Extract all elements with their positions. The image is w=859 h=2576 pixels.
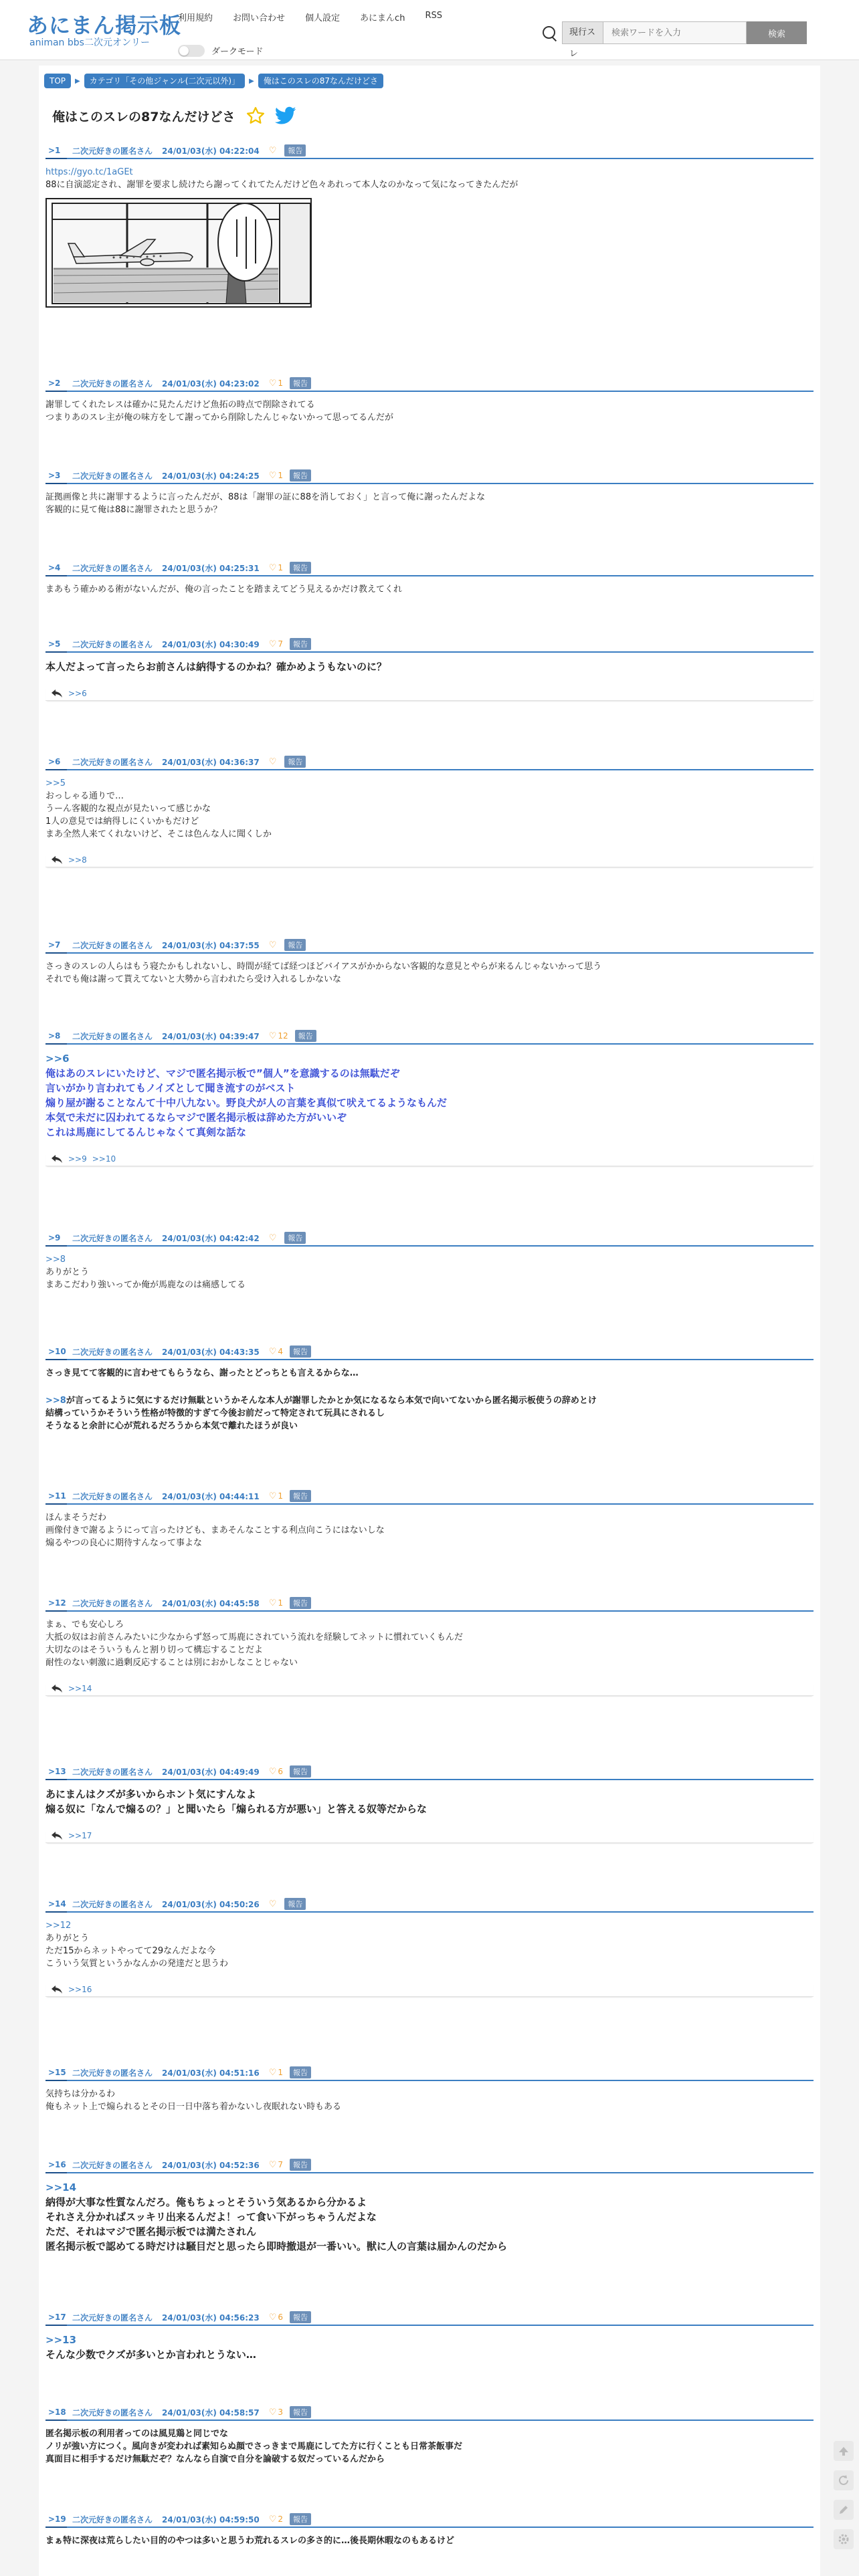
post-header (45, 2311, 814, 2326)
post-date: 24/01/03(水) 04:23:02 (162, 379, 260, 389)
report-button[interactable]: 報告 (284, 756, 306, 768)
report-button[interactable]: 報告 (290, 638, 311, 650)
post-line: 大抵の奴はお前さんみたいに少なからず怒って馬鹿にされていう流れを経験してネットに慣れていくもんだ (45, 1632, 464, 1642)
post-date: 24/01/03(水) 04:50:26 (162, 1899, 260, 1909)
poster-name: 二次元好きの匿名さん (72, 1598, 153, 1608)
like-button[interactable] (269, 1899, 278, 1909)
post-number[interactable]: >11 (48, 1491, 66, 1501)
post (45, 1346, 814, 1432)
heart-icon: ♡ (268, 2159, 277, 2170)
poster-name: 二次元好きの匿名さん (72, 639, 153, 649)
like-count: 1 (278, 471, 284, 480)
post (45, 1030, 814, 1166)
post-number[interactable]: >3 (48, 471, 61, 480)
post-body (45, 777, 814, 841)
post-line: 煽るやつの良心に期待すんなって事よな (45, 1538, 203, 1548)
quote-anchor[interactable]: >>8 (45, 1396, 66, 1406)
heart-icon: ♡ (268, 1766, 277, 1777)
post-line: ありがとう (45, 1267, 90, 1277)
search-scope-select[interactable]: 現行スレ (562, 21, 603, 44)
search-bar (539, 21, 807, 59)
post-line: まぁ、でも安心しろ (45, 1620, 124, 1630)
site-logo-title: あにまん掲示板 (27, 13, 182, 38)
quote-anchor[interactable]: >>8 (45, 1255, 66, 1265)
poster-name: 二次元好きの匿名さん (72, 2313, 153, 2323)
heart-icon: ♡ (268, 562, 277, 573)
page-title: 俺はこのスレの87なんだけどさ (52, 109, 235, 124)
post-body (45, 166, 814, 191)
heart-icon: ♡ (268, 2067, 277, 2078)
post-line: 88に自演認定され、謝罪を要求し続けたら謝ってくれてたんだけど色々あれって本人なのかなって気になってきたんだが (45, 180, 518, 190)
breadcrumb-separator-icon: ▶ (249, 77, 254, 85)
post-date: 24/01/03(水) 04:39:47 (162, 1031, 260, 1041)
post-body (45, 1618, 814, 1669)
post-number[interactable]: >4 (48, 563, 61, 572)
post-header (45, 2066, 814, 2081)
post-number[interactable]: >7 (48, 940, 61, 950)
post-line: さっき見てて客観的に言わせてもらうなら、謝ったとどっちとも言えるからな… (45, 1368, 359, 1378)
post (45, 939, 814, 986)
post-line: おっしゃる通りで… (45, 791, 124, 801)
poster-name: 二次元好きの匿名さん (72, 2068, 153, 2078)
post-header (45, 1765, 814, 1780)
heart-icon: ♡ (268, 1031, 277, 1041)
post-header (45, 469, 814, 484)
post-number[interactable]: >8 (48, 1031, 61, 1041)
breadcrumb-category[interactable]: カテゴリ「その他ジャンル(二次元以外)」 (84, 74, 245, 88)
heart-icon: ♡ (268, 1899, 277, 1909)
breadcrumb-thread[interactable]: 俺はこのスレの87なんだけどさ (258, 74, 383, 88)
write-button[interactable] (834, 2500, 854, 2520)
report-button[interactable]: 報告 (284, 939, 306, 951)
quote-anchor[interactable]: >>14 (45, 2181, 77, 2193)
dark-mode-label: ダークモード (211, 47, 264, 57)
post-line: 煽る奴に「なんで煽るの？」と聞いたら「煽られる方が悪い」と答える奴等だからな (45, 1803, 427, 1815)
like-count: 3 (278, 2407, 284, 2417)
scroll-top-button[interactable] (834, 2441, 854, 2461)
reply-anchor[interactable]: >>6 (68, 688, 87, 698)
post-line: まあもう確かめる術がないんだが、俺の言ったことを踏まえてどう見えるかだけ教えてくれ (45, 584, 403, 595)
floating-actions (834, 2441, 854, 2549)
post (45, 2159, 814, 2254)
post-line: まぁ特に深夜は荒らしたい目的のやつは多いと思うわ荒れるスレの多さ的に…後長期休暇なのもあるけど (45, 2536, 455, 2546)
post-line: 謝罪してくれたレスは確かに見たんだけど魚拓の時点で削除されてる (45, 400, 315, 410)
reply-list (45, 1982, 814, 1997)
poster-name: 二次元好きの匿名さん (72, 379, 153, 389)
post-body (45, 2535, 814, 2547)
post-body (45, 1787, 814, 1816)
post-line: 本人だよって言ったらお前さんは納得するのかね？確かめようもないのに？ (45, 661, 387, 673)
like-button[interactable] (269, 1767, 283, 1777)
post-number[interactable]: >14 (48, 1899, 66, 1909)
reload-button[interactable] (834, 2470, 854, 2490)
poster-name: 二次元好きの匿名さん (72, 1347, 153, 1357)
like-button[interactable] (269, 757, 278, 767)
report-button[interactable]: 報告 (290, 2513, 311, 2525)
like-button[interactable] (269, 1031, 288, 1041)
pencil-icon (838, 2504, 850, 2516)
post-header (45, 1232, 814, 1247)
heart-icon: ♡ (268, 639, 277, 649)
report-button[interactable]: 報告 (290, 1346, 311, 1358)
like-button[interactable] (269, 563, 283, 573)
post-line: ありがとう (45, 1933, 90, 1943)
reply-list (45, 853, 814, 867)
post-line: それさえ分かればスッキリ出来るんだよ！って食い下がっちゃうんだよな (45, 2211, 377, 2223)
post (45, 2311, 814, 2362)
post-body (45, 1051, 814, 1140)
post-line: ほんまそうだわ (45, 1513, 107, 1523)
poster-name: 二次元好きの匿名さん (72, 1031, 153, 1041)
post-header (45, 1030, 814, 1045)
post-number[interactable]: >1 (48, 146, 61, 155)
post-line: 真面目に相手するだけ無駄だぞ？なんなら自演で自分を論破する奴だっているんだから (45, 2454, 385, 2464)
quote-anchor[interactable]: >>13 (45, 2334, 77, 2346)
post-date: 24/01/03(水) 04:56:23 (162, 2313, 260, 2323)
post (45, 1232, 814, 1291)
heart-icon: ♡ (268, 378, 277, 389)
post-header (45, 1898, 814, 1913)
like-button[interactable] (269, 1598, 283, 1608)
post-date: 24/01/03(水) 04:59:50 (162, 2514, 260, 2525)
post-header (45, 2406, 814, 2421)
post-number[interactable]: >5 (48, 639, 61, 649)
heart-icon: ♡ (268, 1346, 277, 1357)
reply-arrow-icon (51, 1154, 63, 1164)
post-line: さっきのスレの人らはもう寝たかもしれないし、時間が経てば経つほどバイアスがかからない客観的な意見とやらが来るんじゃないかって思う (45, 962, 602, 972)
post-header (45, 144, 814, 159)
post-line: こういう気質というかなんかの発達だと思うわ (45, 1959, 229, 1969)
nav-rss[interactable]: RSS (425, 11, 442, 21)
settings-button[interactable] (834, 2529, 854, 2549)
post-header (45, 2159, 814, 2173)
manga-panel-image[interactable] (45, 198, 312, 308)
heart-icon: ♡ (268, 470, 277, 481)
post (45, 562, 814, 596)
post-line: ノリが強い方につく。風向きが変われば素知らぬ顔でさっきまで馬鹿にしてた方に行くことも日常茶飯事だ (45, 2442, 462, 2452)
reply-list (45, 1681, 814, 1696)
report-button[interactable]: 報告 (284, 144, 306, 156)
heart-icon: ♡ (268, 2312, 277, 2323)
post-body (45, 1919, 814, 1970)
like-count: 1 (278, 1491, 284, 1501)
like-button[interactable] (269, 940, 278, 950)
post-line: 証拠画像と共に謝罪するように言ったんだが、88は「謝罪の証に88を消しておく」と言って俺に謝ったんだよな (45, 492, 486, 502)
post-body (45, 960, 814, 986)
post (45, 638, 814, 701)
post-date: 24/01/03(水) 04:30:49 (162, 639, 260, 649)
like-count: 1 (278, 379, 284, 388)
like-button[interactable] (269, 1347, 283, 1357)
reply-anchor[interactable]: >>9 (68, 1154, 87, 1164)
post (45, 377, 814, 424)
poster-name: 二次元好きの匿名さん (72, 1491, 153, 1501)
report-button[interactable]: 報告 (290, 1765, 311, 1778)
like-count: 12 (278, 1031, 288, 1041)
post (45, 469, 814, 516)
like-count: 6 (278, 1767, 284, 1776)
post-date: 24/01/03(水) 04:49:49 (162, 1767, 260, 1777)
like-count: 1 (278, 1598, 284, 1608)
post-line: 匿名掲示板で認めてる時だけは騒目だと思ったら即時撤退が一番いい。獣に人の言葉は届かんのだから (45, 2240, 508, 2252)
heart-icon: ♡ (268, 756, 277, 767)
like-button[interactable] (269, 2160, 283, 2170)
post (45, 1898, 814, 1997)
post-body (45, 1367, 814, 1432)
post (45, 144, 814, 308)
like-button[interactable] (269, 379, 283, 389)
twitter-share-icon[interactable] (275, 106, 296, 125)
post (45, 1597, 814, 1696)
post-body (45, 491, 814, 516)
post-header (45, 2513, 814, 2528)
search-icon (539, 23, 559, 43)
post-line: 俺もネット上で煽られるとその日一日中落ち着かないし夜眠れない時もある (45, 2102, 342, 2112)
post-line: そうなると余計に心が荒れるだろうから本気で離れたほうが良い (45, 1421, 298, 1431)
header-nav (178, 11, 442, 23)
post-header (45, 756, 814, 770)
post-number[interactable]: >12 (48, 1598, 66, 1608)
post-line: 納得が大事な性質なんだろ。俺もちょっとそういう気あるから分かるよ (45, 2196, 367, 2208)
report-button[interactable]: 報告 (290, 1490, 311, 1502)
archive-link[interactable]: https://gyo.tc/1aGEt (45, 167, 133, 177)
post-line: 匿名掲示板の利用者ってのは風見鶏と同じでな (45, 2429, 229, 2439)
reply-anchor[interactable]: >>16 (68, 1984, 92, 1994)
nav-animanch[interactable]: あにまんch (360, 13, 405, 23)
like-button[interactable] (269, 1491, 283, 1501)
report-button[interactable]: 報告 (290, 469, 311, 481)
poster-name: 二次元好きの匿名さん (72, 563, 153, 573)
search-input[interactable] (603, 21, 747, 44)
poster-name: 二次元好きの匿名さん (72, 146, 153, 156)
nav-contact[interactable]: お問い合わせ (233, 13, 286, 23)
like-button[interactable] (269, 2313, 283, 2323)
reply-arrow-icon (51, 1684, 63, 1693)
post-date: 24/01/03(水) 04:25:31 (162, 563, 260, 573)
post-date: 24/01/03(水) 04:22:04 (162, 146, 260, 156)
post-number[interactable]: >13 (48, 1767, 66, 1776)
report-button[interactable]: 報告 (290, 562, 311, 574)
post-line: 言いがかり言われてもノイズとして聞き流すのがベスト (45, 1082, 296, 1094)
poster-name: 二次元好きの匿名さん (72, 1899, 153, 1909)
reload-icon (838, 2474, 850, 2486)
report-button[interactable]: 報告 (295, 1030, 316, 1042)
quote-anchor[interactable]: >>5 (45, 778, 66, 788)
nav-settings[interactable]: 個人設定 (305, 13, 341, 23)
post-date: 24/01/03(水) 04:44:11 (162, 1491, 260, 1501)
post-body (45, 583, 814, 596)
post-date: 24/01/03(水) 04:43:35 (162, 1347, 260, 1357)
heart-icon: ♡ (268, 940, 277, 950)
post-line: それでも俺は謝って貰えてないと大勢から言われたら受け入れるしかないな (45, 974, 342, 984)
post-line: 気持ちは分かるわ (45, 2089, 116, 2099)
post-date: 24/01/03(水) 04:52:36 (162, 2160, 260, 2170)
reply-list (45, 686, 814, 701)
like-button[interactable] (269, 639, 283, 649)
post (45, 1490, 814, 1549)
heart-icon: ♡ (268, 2514, 277, 2525)
post-number[interactable]: >16 (48, 2160, 66, 2169)
post-date: 24/01/03(水) 04:42:42 (162, 1233, 260, 1243)
report-button[interactable]: 報告 (290, 1597, 311, 1609)
report-button[interactable]: 報告 (290, 2159, 311, 2171)
reply-anchor[interactable]: >>10 (92, 1154, 116, 1164)
reply-anchor[interactable]: >>8 (68, 855, 87, 865)
reply-arrow-icon (51, 1985, 63, 1994)
post-line: が言ってるように気にするだけ無駄というかそんな本人が謝罪したかとか気になるなら本気で向いてないから匿名掲示板使うの辞めとけ (66, 1396, 597, 1406)
post-line: ただ15からネットやってて29なんだよな今 (45, 1946, 216, 1956)
post-number[interactable]: >18 (48, 2407, 66, 2417)
post-number[interactable]: >19 (48, 2514, 66, 2524)
heart-icon: ♡ (268, 1232, 277, 1243)
like-count: 7 (278, 639, 284, 649)
arrow-up-icon (838, 2445, 850, 2457)
reply-list (45, 1828, 814, 1843)
poster-name: 二次元好きの匿名さん (72, 2160, 153, 2170)
post-date: 24/01/03(水) 04:36:37 (162, 757, 260, 767)
post-body (45, 2333, 814, 2362)
post-header (45, 1490, 814, 1505)
post-date: 24/01/03(水) 04:58:57 (162, 2407, 260, 2418)
poster-name: 二次元好きの匿名さん (72, 940, 153, 950)
poster-name: 二次元好きの匿名さん (72, 757, 153, 767)
like-count: 1 (278, 2068, 284, 2077)
post-header (45, 638, 814, 653)
post-line: まあ全然人来てくれないけど、そこは色んな人に聞くしか (45, 829, 272, 839)
reply-arrow-icon (51, 1831, 63, 1840)
post-header (45, 1346, 814, 1360)
gear-icon (837, 2533, 850, 2546)
poster-name: 二次元好きの匿名さん (72, 2407, 153, 2418)
site-logo-subtitle: animan bbs二次元オンリー (29, 37, 150, 48)
post (45, 2513, 814, 2547)
post-line: 大切なのはそういうもんと割り切って構忘することだよ (45, 1645, 264, 1655)
report-button[interactable]: 報告 (290, 2406, 311, 2418)
poster-name: 二次元好きの匿名さん (72, 471, 153, 481)
post-line: 1人の意見では納得しにくいかもだけど (45, 817, 199, 827)
poster-name: 二次元好きの匿名さん (72, 2514, 153, 2525)
reply-arrow-icon (51, 689, 63, 698)
quote-anchor[interactable]: >>12 (45, 1921, 72, 1931)
report-button[interactable]: 報告 (284, 1898, 306, 1910)
post-date: 24/01/03(水) 04:37:55 (162, 940, 260, 950)
reply-list (45, 1152, 814, 1166)
post-body (45, 1511, 814, 1549)
breadcrumb-separator-icon: ▶ (75, 77, 80, 85)
reply-anchor[interactable]: >>14 (68, 1683, 92, 1693)
post-header (45, 1597, 814, 1612)
post-line: まあこだわり強いってか俺が馬鹿なのは痛感してる (45, 1280, 246, 1290)
post-line: 結構っていうかそういう性格が特徴的すぎて今後お前だって特定されて玩具にされるし (45, 1408, 385, 1418)
post-header (45, 939, 814, 954)
poster-name: 二次元好きの匿名さん (72, 1233, 153, 1243)
like-count: 1 (278, 563, 284, 572)
post-line: 煽り屋が謝ることなんて十中八九ない。野良犬が人の言葉を真似て吠えてるようなもんだ (45, 1097, 448, 1109)
post-line: 本気で未だに囚われてるならマジで匿名掲示板は辞めた方がいいぞ (45, 1111, 347, 1123)
post-line: ただ、それはマジで匿名掲示板では満たされん (45, 2226, 257, 2238)
post-line: 客観的に見て俺は88に謝罪されたと思うか？ (45, 505, 222, 515)
nav-terms[interactable]: 利用規約 (178, 13, 213, 23)
post (45, 1765, 814, 1843)
breadcrumb-top[interactable]: TOP (44, 74, 71, 88)
like-count: 7 (278, 2160, 284, 2169)
post-body (45, 2088, 814, 2113)
thread-title-row (52, 106, 296, 126)
like-count: 4 (278, 1347, 284, 1356)
like-button[interactable] (269, 471, 283, 481)
like-button[interactable] (269, 2407, 283, 2418)
report-button[interactable]: 報告 (290, 2066, 311, 2078)
post-number[interactable]: >10 (48, 1347, 66, 1356)
like-button[interactable] (269, 2068, 283, 2078)
post-header (45, 562, 814, 576)
site-header (0, 0, 859, 60)
like-button[interactable] (269, 146, 278, 156)
poster-name: 二次元好きの匿名さん (72, 1767, 153, 1777)
post-line: うーん客観的な視点が見たいって感じかな (45, 804, 211, 814)
report-button[interactable]: 報告 (284, 1232, 306, 1244)
post-number[interactable]: >17 (48, 2313, 66, 2322)
reply-anchor[interactable]: >>17 (68, 1830, 92, 1840)
like-count: 6 (278, 2313, 284, 2322)
heart-icon: ♡ (268, 1598, 277, 1608)
site-logo[interactable] (27, 13, 181, 48)
report-button[interactable]: 報告 (290, 2311, 311, 2323)
post-body (45, 399, 814, 424)
heart-icon: ♡ (268, 2407, 277, 2418)
post-number[interactable]: >15 (48, 2068, 66, 2077)
post-line: 耐性のない刺激に過剰反応することは別におかしなことじゃない (45, 1658, 298, 1668)
breadcrumb (44, 74, 383, 88)
post-body (45, 659, 814, 674)
search-button[interactable]: 検索 (747, 21, 807, 44)
post-body (45, 2180, 814, 2254)
post-number[interactable]: >9 (48, 1233, 61, 1243)
post-line: つまりあのスレ主が俺の味方をして謝ってから削除したんじゃないかって思ってるんだが (45, 413, 394, 423)
post (45, 2066, 814, 2113)
favorite-star-icon[interactable] (246, 106, 266, 126)
like-button[interactable] (269, 2514, 283, 2525)
post-line: 俺はあのスレにいたけど、マジで匿名掲示板で”個人”を意識するのは無駄だぞ (45, 1067, 400, 1079)
post-line: 画像付きで謝るようにって言ったけども、まあそんなことする利点向こうにはないしな (45, 1525, 385, 1535)
main-content (39, 66, 820, 2576)
post-number[interactable]: >6 (48, 757, 61, 766)
post (45, 756, 814, 867)
post-number[interactable]: >2 (48, 379, 61, 388)
post-date: 24/01/03(水) 04:45:58 (162, 1598, 260, 1608)
post (45, 2406, 814, 2466)
like-count: 2 (278, 2514, 284, 2524)
dark-mode-switch[interactable] (178, 45, 205, 57)
reply-arrow-icon (51, 855, 63, 865)
post-body (45, 2428, 814, 2466)
quote-anchor[interactable]: >>6 (45, 1053, 70, 1065)
like-button[interactable] (269, 1233, 278, 1243)
heart-icon: ♡ (268, 145, 277, 156)
heart-icon: ♡ (268, 1491, 277, 1501)
report-button[interactable]: 報告 (290, 377, 311, 389)
post-header (45, 377, 814, 392)
post-body (45, 1253, 814, 1291)
post-line: これは馬鹿にしてるんじゃなくて真剣な話な (45, 1126, 247, 1138)
post-line: そんな少数でクズが多いとか言われとうない… (45, 2349, 256, 2361)
dark-mode-toggle[interactable] (178, 44, 263, 57)
post-date: 24/01/03(水) 04:24:25 (162, 471, 260, 481)
post-line: あにまんはクズが多いからホント気にすんなよ (45, 1788, 256, 1800)
post-date: 24/01/03(水) 04:51:16 (162, 2068, 260, 2078)
